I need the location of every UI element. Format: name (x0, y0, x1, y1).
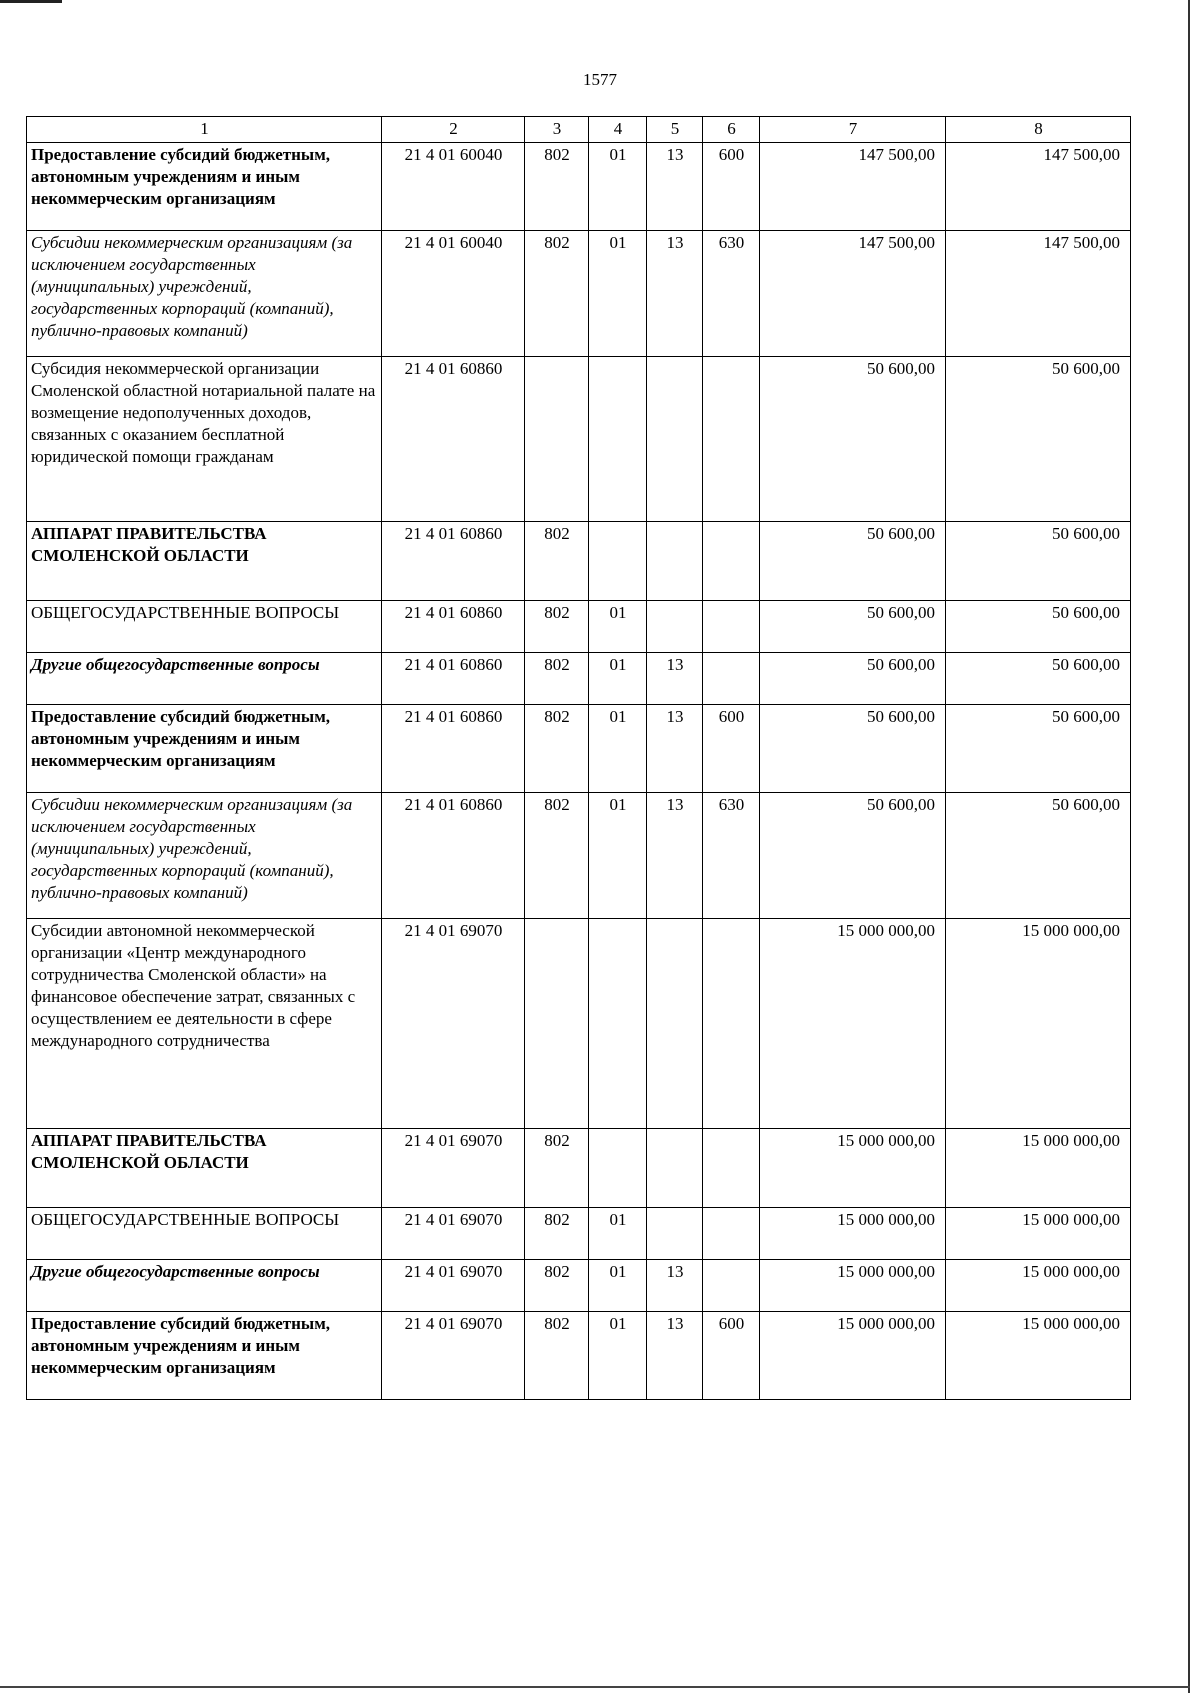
scan-edge-right (1188, 0, 1190, 1693)
ministry-code: 802 (525, 1312, 589, 1400)
table-row (27, 1208, 1131, 1260)
ministry-code: 802 (525, 1260, 589, 1312)
table-row (27, 705, 1131, 793)
table-row (27, 1312, 1131, 1400)
ministry-code: 802 (525, 522, 589, 601)
table-row (27, 653, 1131, 705)
amount-col-7: 15 000 000,00 (760, 1129, 946, 1208)
subsection-code: 13 (647, 653, 703, 705)
col-header-5: 5 (647, 117, 703, 143)
table-row (27, 143, 1131, 231)
target-article-code: 21 4 01 60860 (382, 601, 525, 653)
amount-col-8: 50 600,00 (946, 793, 1131, 919)
target-article-code: 21 4 01 60040 (382, 143, 525, 231)
col-header-2: 2 (382, 117, 525, 143)
budget-table (26, 116, 1131, 1400)
expense-type-code (703, 653, 760, 705)
amount-col-7: 15 000 000,00 (760, 919, 946, 1129)
amount-col-7: 50 600,00 (760, 793, 946, 919)
row-description: ОБЩЕГОСУДАРСТВЕННЫЕ ВОПРОСЫ (27, 601, 382, 653)
amount-col-8: 50 600,00 (946, 601, 1131, 653)
subsection-code: 13 (647, 143, 703, 231)
expense-type-code (703, 1208, 760, 1260)
section-code (589, 357, 647, 522)
row-description: Субсидия некоммерческой организации Смоленской областной нотариальной палате на возмещение недополученных доходов, связанных с оказанием бесплатной юридической помощи гражданам (27, 357, 382, 522)
target-article-code: 21 4 01 69070 (382, 1129, 525, 1208)
row-description: Другие общегосударственные вопросы (27, 653, 382, 705)
table-row (27, 231, 1131, 357)
target-article-code: 21 4 01 60860 (382, 653, 525, 705)
expense-type-code (703, 357, 760, 522)
amount-col-7: 50 600,00 (760, 522, 946, 601)
column-number-row (27, 117, 1131, 143)
row-description: Субсидии некоммерческим организациям (за исключением государственных (муниципальных) учреждений, государственных корпораций (компаний), публично-правовых компаний) (27, 793, 382, 919)
row-description: ОБЩЕГОСУДАРСТВЕННЫЕ ВОПРОСЫ (27, 1208, 382, 1260)
ministry-code (525, 919, 589, 1129)
col-header-1: 1 (27, 117, 382, 143)
subsection-code (647, 522, 703, 601)
section-code: 01 (589, 653, 647, 705)
ministry-code: 802 (525, 793, 589, 919)
amount-col-8: 15 000 000,00 (946, 1260, 1131, 1312)
amount-col-8: 147 500,00 (946, 143, 1131, 231)
amount-col-7: 15 000 000,00 (760, 1208, 946, 1260)
amount-col-8: 15 000 000,00 (946, 1129, 1131, 1208)
col-header-8: 8 (946, 117, 1131, 143)
scan-edge-top (0, 0, 62, 3)
target-article-code: 21 4 01 60860 (382, 357, 525, 522)
col-header-7: 7 (760, 117, 946, 143)
target-article-code: 21 4 01 69070 (382, 1312, 525, 1400)
table-row (27, 357, 1131, 522)
section-code: 01 (589, 1312, 647, 1400)
col-header-3: 3 (525, 117, 589, 143)
section-code (589, 1129, 647, 1208)
ministry-code: 802 (525, 143, 589, 231)
target-article-code: 21 4 01 60860 (382, 705, 525, 793)
section-code: 01 (589, 601, 647, 653)
expense-type-code: 600 (703, 143, 760, 231)
table-row (27, 919, 1131, 1129)
amount-col-7: 147 500,00 (760, 231, 946, 357)
target-article-code: 21 4 01 69070 (382, 1208, 525, 1260)
section-code (589, 522, 647, 601)
expense-type-code: 630 (703, 793, 760, 919)
table-row (27, 522, 1131, 601)
section-code: 01 (589, 231, 647, 357)
page-number: 1577 (583, 70, 617, 89)
subsection-code (647, 919, 703, 1129)
row-description: Предоставление субсидий бюджетным, автономным учреждениям и иным некоммерческим организациям (27, 1312, 382, 1400)
table-row (27, 793, 1131, 919)
section-code: 01 (589, 1260, 647, 1312)
amount-col-7: 147 500,00 (760, 143, 946, 231)
ministry-code: 802 (525, 231, 589, 357)
expense-type-code (703, 1129, 760, 1208)
row-description: Субсидии автономной некоммерческой организации «Центр международного сотрудничества Смоленской области» на финансовое обеспечение затрат, связанных с осуществлением ее деятельности в сфере международного сотрудничества (27, 919, 382, 1129)
section-code: 01 (589, 793, 647, 919)
row-description: Предоставление субсидий бюджетным, автономным учреждениям и иным некоммерческим организациям (27, 143, 382, 231)
ministry-code: 802 (525, 653, 589, 705)
scan-edge-bottom (0, 1686, 1190, 1688)
subsection-code: 13 (647, 1260, 703, 1312)
expense-type-code: 600 (703, 1312, 760, 1400)
ministry-code: 802 (525, 705, 589, 793)
section-code: 01 (589, 705, 647, 793)
ministry-code (525, 357, 589, 522)
amount-col-8: 50 600,00 (946, 522, 1131, 601)
table-row (27, 1129, 1131, 1208)
section-code: 01 (589, 143, 647, 231)
ministry-code: 802 (525, 1208, 589, 1260)
amount-col-7: 15 000 000,00 (760, 1312, 946, 1400)
amount-col-7: 50 600,00 (760, 705, 946, 793)
row-description: АППАРАТ ПРАВИТЕЛЬСТВА СМОЛЕНСКОЙ ОБЛАСТИ (27, 522, 382, 601)
subsection-code (647, 1129, 703, 1208)
target-article-code: 21 4 01 60860 (382, 793, 525, 919)
ministry-code: 802 (525, 601, 589, 653)
amount-col-8: 15 000 000,00 (946, 1208, 1131, 1260)
table-body (27, 143, 1131, 1400)
amount-col-8: 15 000 000,00 (946, 919, 1131, 1129)
subsection-code: 13 (647, 1312, 703, 1400)
amount-col-8: 15 000 000,00 (946, 1312, 1131, 1400)
expense-type-code (703, 601, 760, 653)
target-article-code: 21 4 01 69070 (382, 1260, 525, 1312)
expense-type-code: 600 (703, 705, 760, 793)
amount-col-7: 50 600,00 (760, 357, 946, 522)
amount-col-8: 147 500,00 (946, 231, 1131, 357)
row-description: Предоставление субсидий бюджетным, автономным учреждениям и иным некоммерческим организациям (27, 705, 382, 793)
subsection-code (647, 601, 703, 653)
subsection-code (647, 357, 703, 522)
table-row (27, 1260, 1131, 1312)
amount-col-7: 15 000 000,00 (760, 1260, 946, 1312)
expense-type-code (703, 919, 760, 1129)
row-description: АППАРАТ ПРАВИТЕЛЬСТВА СМОЛЕНСКОЙ ОБЛАСТИ (27, 1129, 382, 1208)
table-row (27, 601, 1131, 653)
amount-col-7: 50 600,00 (760, 653, 946, 705)
expense-type-code (703, 1260, 760, 1312)
section-code (589, 919, 647, 1129)
expense-type-code: 630 (703, 231, 760, 357)
subsection-code: 13 (647, 705, 703, 793)
col-header-4: 4 (589, 117, 647, 143)
subsection-code (647, 1208, 703, 1260)
amount-col-8: 50 600,00 (946, 357, 1131, 522)
subsection-code: 13 (647, 231, 703, 357)
row-description: Другие общегосударственные вопросы (27, 1260, 382, 1312)
amount-col-8: 50 600,00 (946, 705, 1131, 793)
ministry-code: 802 (525, 1129, 589, 1208)
row-description: Субсидии некоммерческим организациям (за исключением государственных (муниципальных) учреждений, государственных корпораций (компаний), публично-правовых компаний) (27, 231, 382, 357)
expense-type-code (703, 522, 760, 601)
subsection-code: 13 (647, 793, 703, 919)
amount-col-8: 50 600,00 (946, 653, 1131, 705)
section-code: 01 (589, 1208, 647, 1260)
target-article-code: 21 4 01 69070 (382, 919, 525, 1129)
col-header-6: 6 (703, 117, 760, 143)
target-article-code: 21 4 01 60860 (382, 522, 525, 601)
amount-col-7: 50 600,00 (760, 601, 946, 653)
target-article-code: 21 4 01 60040 (382, 231, 525, 357)
